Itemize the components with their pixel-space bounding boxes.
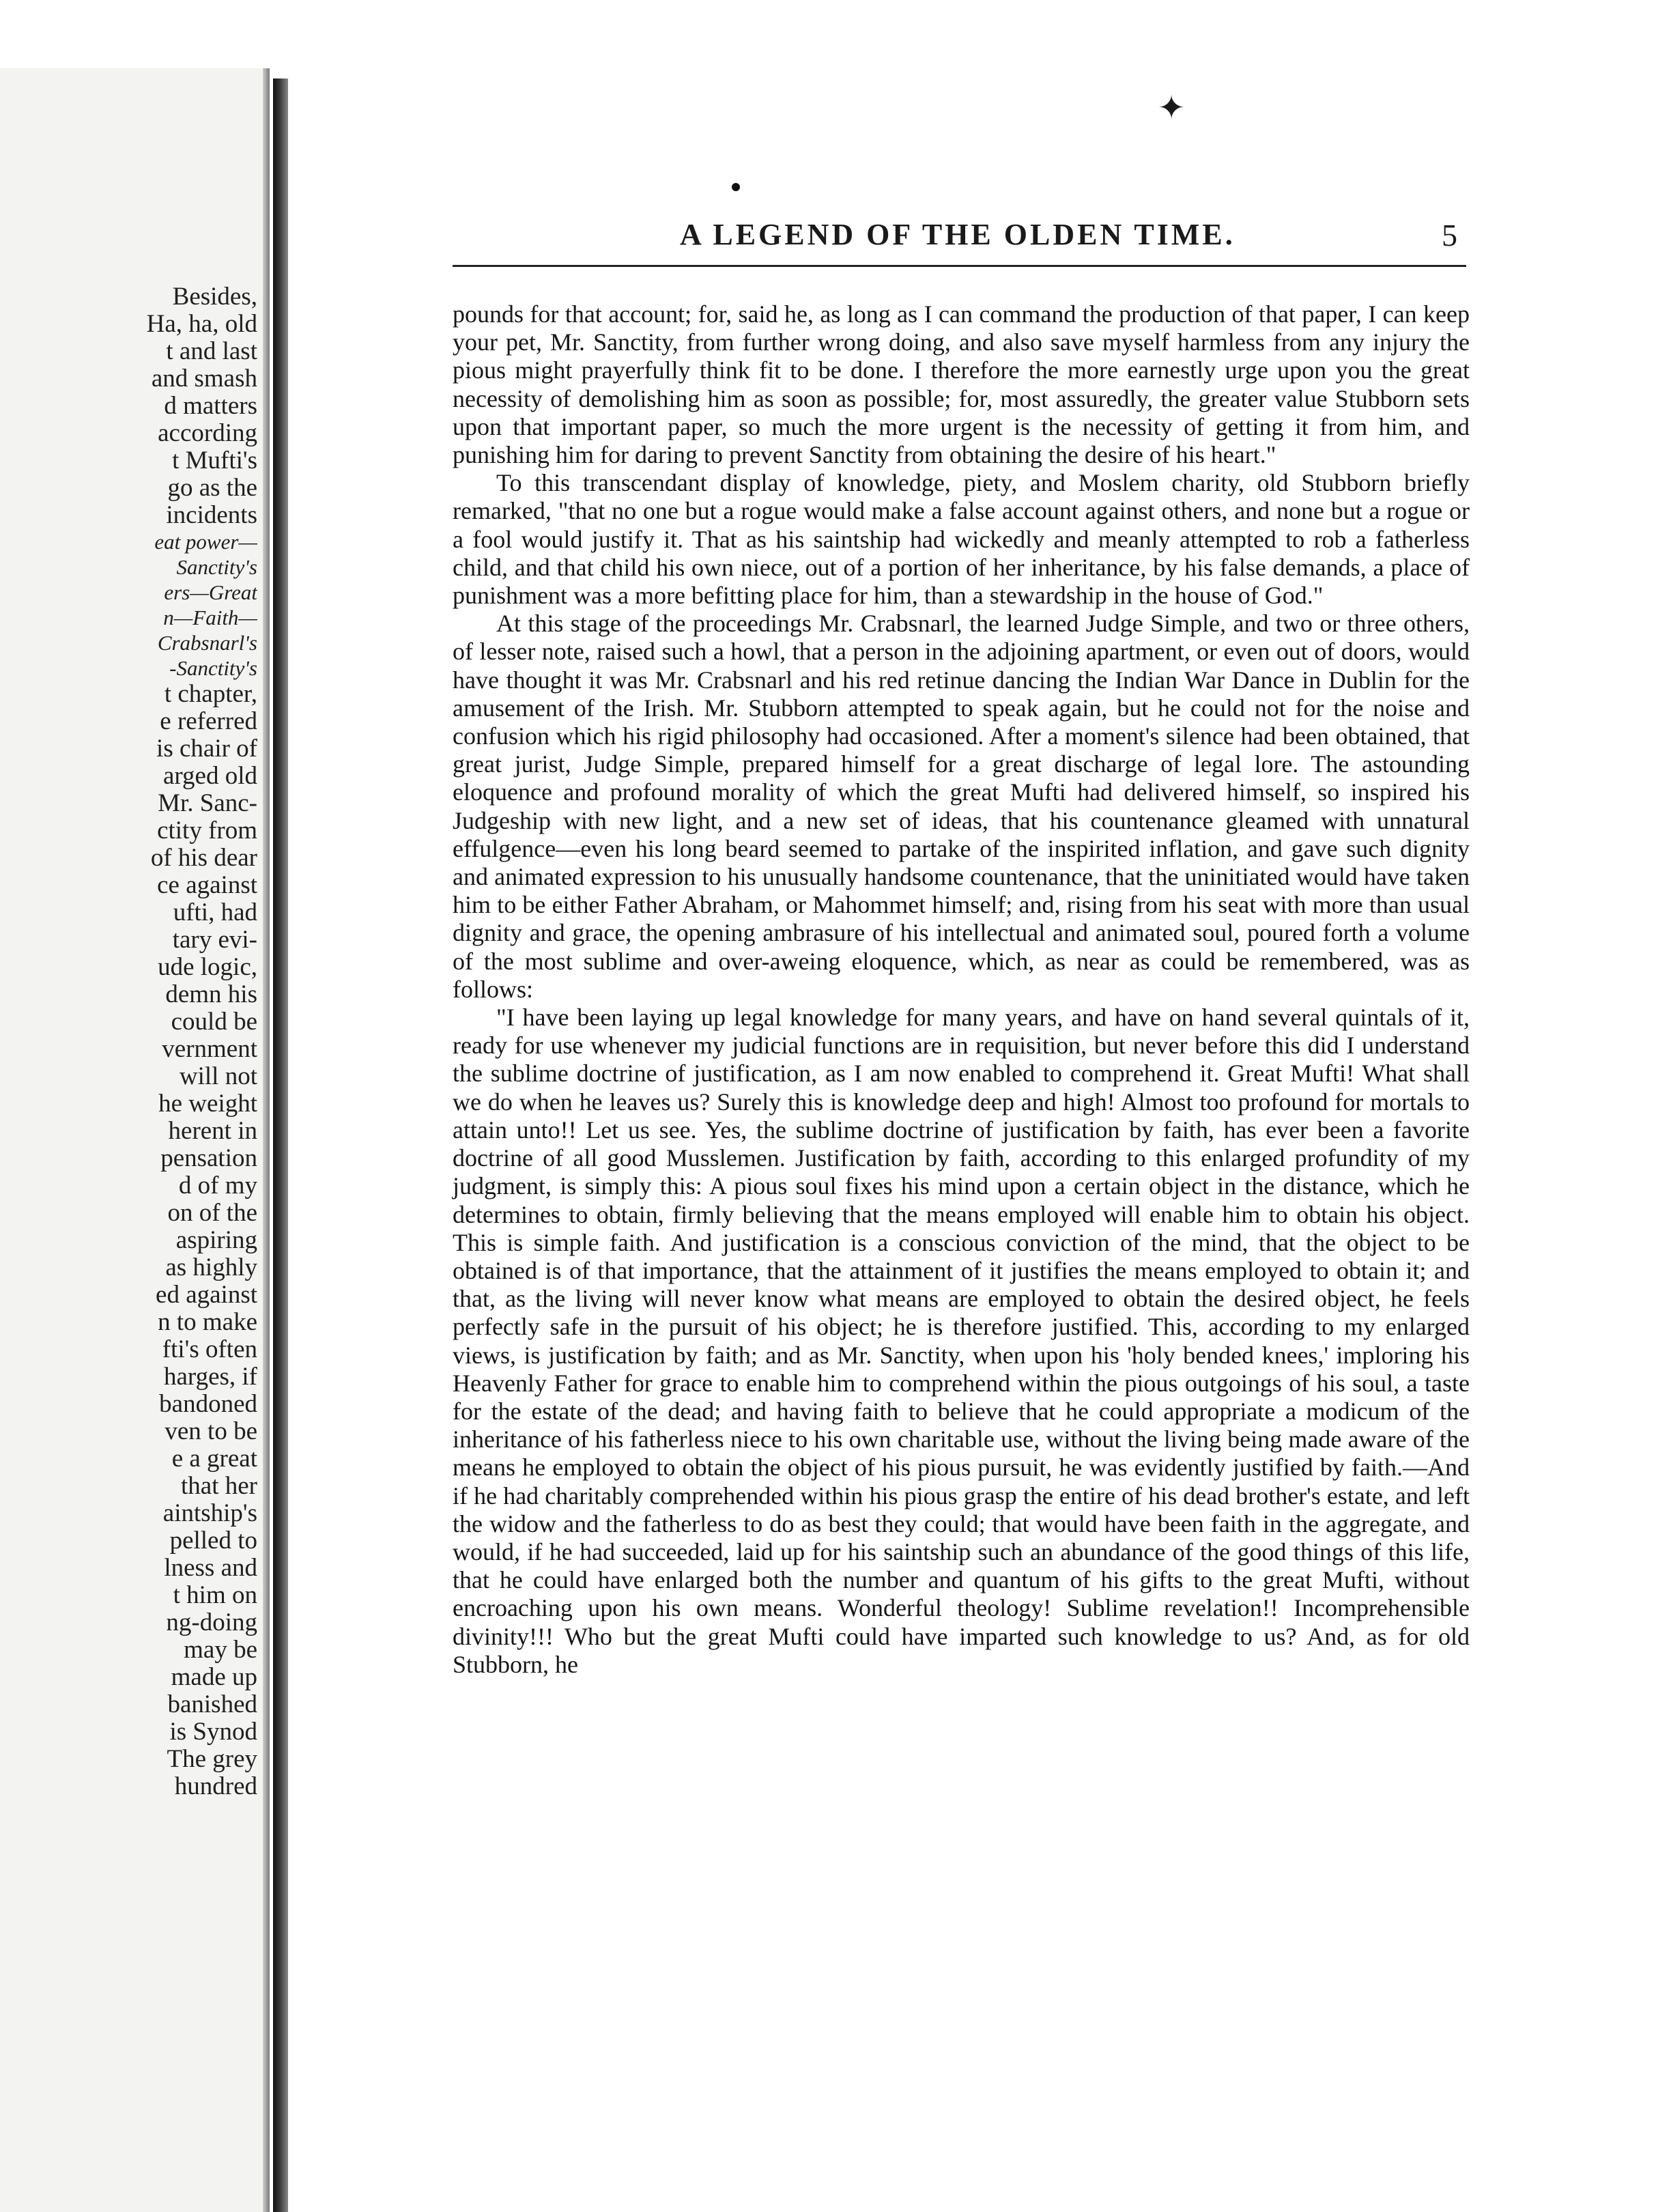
left-page-line: e a great <box>171 1445 257 1473</box>
left-page-line: Mr. Sanc- <box>158 790 257 817</box>
left-page-line: pensation <box>160 1145 257 1172</box>
left-page-line: Crabsnarl's <box>157 631 257 655</box>
header-rule <box>453 265 1466 267</box>
left-page-line: vernment <box>162 1036 257 1063</box>
left-page-line: herent in <box>168 1118 257 1145</box>
left-page-line: lness and <box>164 1555 257 1582</box>
left-page-line: could be <box>171 1008 257 1036</box>
left-page-line: t chapter, <box>164 681 257 708</box>
left-page-line: of his dear <box>150 845 257 872</box>
left-page-line: is chair of <box>156 735 257 763</box>
left-page-line: n—Faith— <box>163 606 257 629</box>
left-page-line: demn his <box>165 981 257 1008</box>
left-page-line: Besides, <box>172 283 257 311</box>
left-page-line: -Sanctity's <box>169 656 257 680</box>
left-page-line: as highly <box>165 1254 257 1281</box>
body-text <box>453 300 1470 1679</box>
left-page-line: t Mufti's <box>172 447 257 474</box>
left-page <box>0 68 270 2212</box>
left-page-line: t and last <box>166 338 257 365</box>
left-page-line: Sanctity's <box>176 555 257 579</box>
left-page-line: is Synod <box>169 1718 257 1746</box>
left-page-line: bandoned <box>159 1391 257 1418</box>
left-page-line: d matters <box>164 393 257 420</box>
left-page-line: pelled to <box>169 1527 257 1555</box>
left-page-line: eat power— <box>154 530 257 554</box>
left-page-line: ctity from <box>157 817 257 845</box>
left-page-line: incidents <box>166 502 257 529</box>
left-page-line: harges, if <box>164 1363 257 1391</box>
body-paragraph: "I have been laying up legal knowledge for many years, and have on hand several quintals of it, ready for use whenever my judicial functions are in requisition, but never before this did I understand the sublime doctrine of justification, as I am now enabled to comprehend it. Great Mufti! What shall we do when he leaves us? Surely this is knowledge deep and high! Almost too profound for mortals to attain unto!! Let us see. Yes, the sublime doctrine of justification by faith, has ever been a favorite doctrine of all good Musslemen. Justification by faith, according to this enlarged profundity of my judgment, is simply this: A pious soul fixes his mind upon a certain object in the distance, which he determines to obtain, firmly believing that the means employed will enable him to obtain his object. This is simple faith. And justification is a conscious conviction of the mind, that the object to be obtained is of that importance, that the attainment of it justifies the means employed to obtain it; and that, as the living will never know what means are employed to obtain the desired object, he feels perfectly safe in the pursuit of his object; he is therefore justified. This, according to my enlarged views, is justification by faith; and as Mr. Sanctity, when upon his 'holy bended knees,' imploring his Heavenly Father for grace to enable him to comprehend within the pious outgoings of his soul, a taste for the estate of the dead; and having faith to believe that he could appropriate a modicum of the inheritance of his fatherless niece to his own charitable use, without the living being made aware of the means he employed to obtain the object of his pious pursuit, he was evidently justified by faith.—And if he had charitably comprehended within his pious grasp the entire of his dead brother's estate, and left the widow and the fatherless to do as best they could; that would have been faith in the aggregate, and would, if he had succeeded, laid up for his saintship such an abundance of the good things of this life, that he could have enlarged both the number and quantum of his gifts to the great Mufti, without encroaching upon his own means. Wonderful theology! Sublime revelation!! Incomprehensible divinity!!! Who but the great Mufti could have imparted such knowledge to us? And, as for old Stubborn, he <box>453 1004 1470 1678</box>
left-page-line: ers—Great <box>164 580 257 604</box>
left-page-line: banished <box>167 1691 257 1718</box>
left-page-line: made up <box>171 1664 257 1691</box>
page-number: 5 <box>1442 218 1457 253</box>
body-paragraph: pounds for that account; for, said he, as long as I can command the production of that paper, I can keep your pet, Mr. Sanctity, from further wrong doing, and also save myself harmless from any injury the pious might prayerfully think fit to be done. I therefore the more earnestly urge upon you the great necessity of demolishing him as soon as possible; for, most assuredly, the greater value Stubborn sets upon that important paper, so much the more urgent is the necessity of getting it from him, and punishing him for daring to prevent Sanctity from obtaining the desire of his heart." <box>453 300 1470 469</box>
left-page-line: he weight <box>158 1090 257 1118</box>
left-page-line: aintship's <box>162 1500 257 1527</box>
left-page-line: The grey <box>167 1746 257 1773</box>
left-page-line: ng-doing <box>166 1609 257 1636</box>
left-page-line: Ha, ha, old <box>146 311 257 338</box>
left-page-line: on of the <box>167 1200 257 1227</box>
ink-blot-mark: ✦ <box>1158 90 1186 126</box>
left-page-line: ed against <box>156 1281 257 1309</box>
ink-dot-mark <box>732 183 740 191</box>
left-page-line: will not <box>179 1063 257 1090</box>
left-page-line: d of my <box>178 1172 257 1200</box>
left-page-line: according <box>158 420 257 447</box>
left-page-line: that her <box>181 1473 257 1500</box>
left-page-line: fti's often <box>162 1336 257 1363</box>
left-page-line: e referred <box>160 708 257 735</box>
left-page-line: aspiring <box>175 1227 257 1254</box>
body-paragraph: At this stage of the proceedings Mr. Crabsnarl, the learned Judge Simple, and two or three others, of lesser note, raised such a howl, that a person in the adjoining apartment, or even out of doors, would have thought it was Mr. Crabsnarl and his red retinue dancing the Indian War Dance in Dublin for the amusement of the Irish. Mr. Stubborn attempted to speak again, but he could not for the noise and confusion which his rigid philosophy had occasioned. After a moment's silence had been obtained, that great jurist, Judge Simple, prepared himself for a great discharge of legal lore. The astounding eloquence and profound morality of which the great Mufti had delivered himself, so inspired his Judgeship with new light, and a new set of ideas, that his countenance gleamed with unnatural effulgence—even his long beard seemed to partake of the inspirited inflation, and gave such dignity and animated expression to his unusually handsome countenance, that the uninitiated would have taken him to be either Father Abraham, or Mahommet himself; and, rising from his seat with more than usual dignity and grace, the opening ambrasure of his intellectual and animated soul, poured forth a volume of the most sublime and over-aweing eloquence, which, as near as could be remembered, was as follows: <box>453 610 1470 1003</box>
left-page-edge <box>263 68 270 2212</box>
left-page-line: n to make <box>158 1309 257 1336</box>
left-page-line: may be <box>184 1636 257 1664</box>
left-page-line: and smash <box>151 365 257 393</box>
left-page-line: t him on <box>173 1582 257 1609</box>
running-head: A LEGEND OF THE OLDEN TIME. <box>680 218 1236 251</box>
left-page-line: ce against <box>157 872 257 899</box>
body-paragraph: To this transcendant display of knowledge, piety, and Moslem charity, old Stubborn briefly remarked, "that no one but a rogue would make a false account against others, and none but a rogue or a fool would justify it. That as his saintship had wickedly and meanly attempted to rob a fatherless child, and that child his own niece, out of a portion of her inheritance, by his false demands, a place of punishment was a more befitting place for him, than a stewardship in the house of God." <box>453 469 1470 610</box>
left-page-line: tary evi- <box>172 926 257 954</box>
left-page-line: ven to be <box>165 1418 257 1445</box>
left-page-line: ufti, had <box>173 899 257 926</box>
left-page-line: go as the <box>167 474 257 502</box>
left-page-text-column <box>12 283 257 1800</box>
left-page-line: ude logic, <box>158 954 257 981</box>
left-page-line: arged old <box>162 763 257 790</box>
book-gutter <box>273 79 288 2212</box>
left-page-line: hundred <box>174 1773 257 1800</box>
